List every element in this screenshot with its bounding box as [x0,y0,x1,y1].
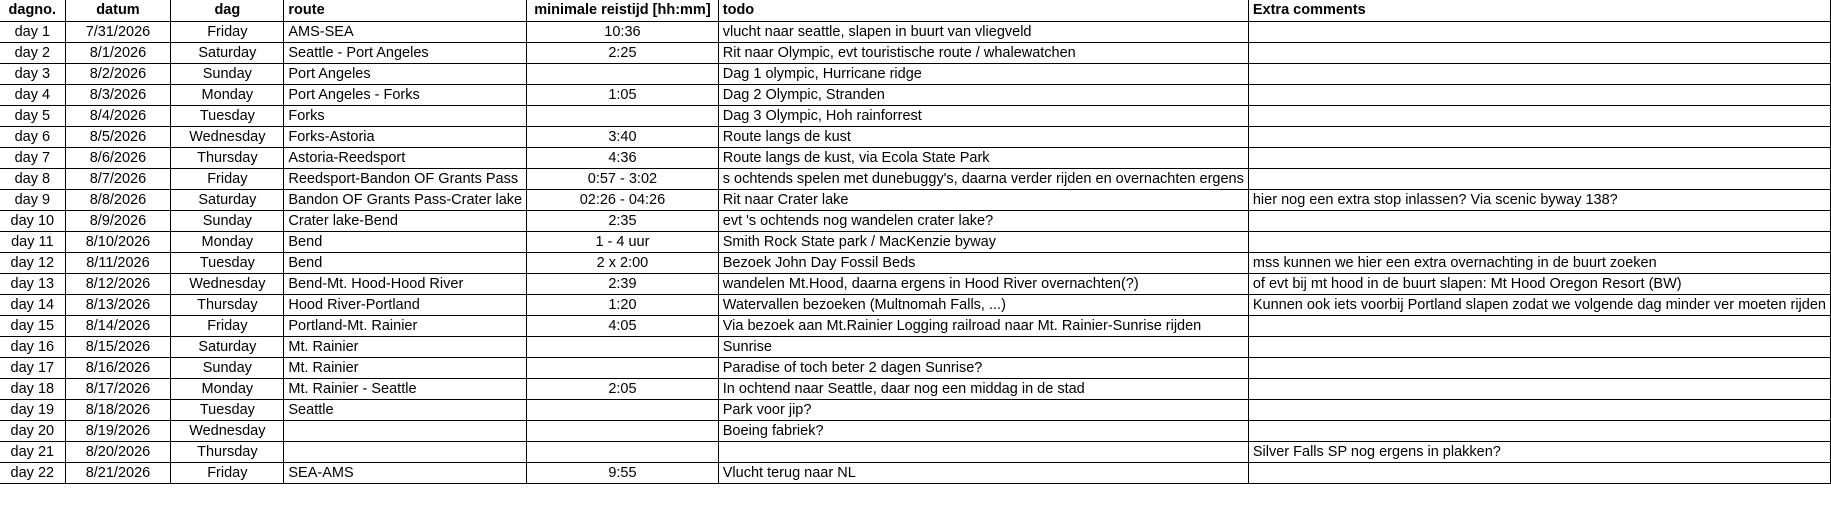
cell-dag[interactable]: Wednesday [171,273,284,294]
cell-todo[interactable]: Park voor jip? [718,399,1248,420]
table-row [0,63,1831,84]
cell-route[interactable]: Bend [284,231,527,252]
cell-comments[interactable]: Silver Falls SP nog ergens in plakken? [1248,441,1830,462]
cell-todo[interactable]: vlucht naar seattle, slapen in buurt van vliegveld [718,21,1248,42]
cell-dagno[interactable]: day 18 [0,378,65,399]
cell-datum[interactable]: 8/5/2026 [65,126,171,147]
cell-dagno[interactable]: day 1 [0,21,65,42]
cell-datum[interactable]: 8/1/2026 [65,42,171,63]
cell-comments[interactable] [1248,210,1830,231]
cell-reistijd[interactable]: 3:40 [527,126,719,147]
cell-route[interactable]: Astoria-Reedsport [284,147,527,168]
table-row [0,378,1831,399]
cell-comments[interactable]: hier nog een extra stop inlassen? Via scenic byway 138? [1248,189,1830,210]
cell-dagno[interactable]: day 14 [0,294,65,315]
cell-reistijd[interactable]: 9:55 [527,462,719,483]
cell-datum[interactable]: 8/6/2026 [65,147,171,168]
cell-todo[interactable]: Vlucht terug naar NL [718,462,1248,483]
table-row [0,462,1831,483]
table-row [0,126,1831,147]
cell-dag[interactable]: Wednesday [171,420,284,441]
cell-todo[interactable]: Via bezoek aan Mt.Rainier Logging railroad naar Mt. Rainier-Sunrise rijden [718,315,1248,336]
cell-comments[interactable] [1248,420,1830,441]
cell-dag[interactable]: Sunday [171,210,284,231]
cell-datum[interactable]: 8/20/2026 [65,441,171,462]
cell-comments[interactable] [1248,231,1830,252]
cell-dag[interactable]: Friday [171,21,284,42]
cell-route[interactable]: SEA-AMS [284,462,527,483]
cell-dag[interactable]: Friday [171,462,284,483]
cell-route[interactable]: AMS-SEA [284,21,527,42]
cell-reistijd[interactable]: 2:25 [527,42,719,63]
cell-comments[interactable]: Kunnen ook iets voorbij Portland slapen zodat we volgende dag minder ver moeten rijden [1248,294,1830,315]
cell-reistijd[interactable] [527,357,719,378]
cell-todo[interactable]: Rit naar Olympic, evt touristische route / whalewatchen [718,42,1248,63]
cell-datum[interactable]: 8/16/2026 [65,357,171,378]
cell-datum[interactable]: 8/17/2026 [65,378,171,399]
cell-todo[interactable]: Dag 1 olympic, Hurricane ridge [718,63,1248,84]
cell-datum[interactable]: 8/7/2026 [65,168,171,189]
cell-route[interactable]: Port Angeles [284,63,527,84]
cell-datum[interactable]: 8/8/2026 [65,189,171,210]
cell-todo[interactable]: Dag 2 Olympic, Stranden [718,84,1248,105]
table-row [0,147,1831,168]
cell-dagno[interactable]: day 5 [0,105,65,126]
cell-comments[interactable] [1248,63,1830,84]
cell-route[interactable]: Crater lake-Bend [284,210,527,231]
cell-dag[interactable]: Saturday [171,336,284,357]
header-todo[interactable]: todo [718,0,1248,21]
cell-comments[interactable]: mss kunnen we hier een extra overnachting in de buurt zoeken [1248,252,1830,273]
cell-comments[interactable] [1248,42,1830,63]
cell-route[interactable]: Mt. Rainier - Seattle [284,378,527,399]
cell-datum[interactable]: 8/10/2026 [65,231,171,252]
cell-datum[interactable]: 8/9/2026 [65,210,171,231]
cell-datum[interactable]: 8/3/2026 [65,84,171,105]
cell-dagno[interactable]: day 8 [0,168,65,189]
cell-route[interactable]: Portland-Mt. Rainier [284,315,527,336]
cell-dagno[interactable]: day 10 [0,210,65,231]
cell-dagno[interactable]: day 22 [0,462,65,483]
cell-dag[interactable]: Monday [171,231,284,252]
cell-dagno[interactable]: day 11 [0,231,65,252]
header-dagno[interactable]: dagno. [0,0,65,21]
cell-dagno[interactable]: day 17 [0,357,65,378]
cell-route[interactable]: Mt. Rainier [284,336,527,357]
header-route[interactable]: route [284,0,527,21]
cell-todo[interactable]: Bezoek John Day Fossil Beds [718,252,1248,273]
cell-dag[interactable]: Monday [171,84,284,105]
cell-todo[interactable]: Boeing fabriek? [718,420,1248,441]
cell-datum[interactable]: 7/31/2026 [65,21,171,42]
cell-dag[interactable]: Thursday [171,147,284,168]
cell-reistijd[interactable]: 1:05 [527,84,719,105]
cell-route[interactable]: Forks-Astoria [284,126,527,147]
table-row [0,189,1831,210]
cell-todo[interactable]: Smith Rock State park / MacKenzie byway [718,231,1248,252]
cell-dag[interactable]: Tuesday [171,105,284,126]
cell-dagno[interactable]: day 9 [0,189,65,210]
cell-dagno[interactable]: day 3 [0,63,65,84]
cell-datum[interactable]: 8/18/2026 [65,399,171,420]
cell-route[interactable]: Port Angeles - Forks [284,84,527,105]
cell-comments[interactable] [1248,168,1830,189]
cell-route[interactable] [284,420,527,441]
cell-comments[interactable] [1248,336,1830,357]
cell-dagno[interactable]: day 7 [0,147,65,168]
cell-reistijd[interactable] [527,420,719,441]
cell-route[interactable]: Hood River-Portland [284,294,527,315]
cell-todo[interactable]: Rit naar Crater lake [718,189,1248,210]
cell-comments[interactable] [1248,126,1830,147]
cell-dagno[interactable]: day 4 [0,84,65,105]
cell-reistijd[interactable] [527,399,719,420]
cell-todo[interactable]: Watervallen bezoeken (Multnomah Falls, ...) [718,294,1248,315]
cell-reistijd[interactable]: 2:05 [527,378,719,399]
table-row [0,21,1831,42]
cell-comments[interactable] [1248,147,1830,168]
cell-dag[interactable]: Tuesday [171,252,284,273]
cell-dagno[interactable]: day 16 [0,336,65,357]
header-comments[interactable]: Extra comments [1248,0,1830,21]
cell-reistijd[interactable]: 2:35 [527,210,719,231]
cell-todo[interactable]: In ochtend naar Seattle, daar nog een middag in de stad [718,378,1248,399]
cell-dag[interactable]: Sunday [171,357,284,378]
cell-todo[interactable]: s ochtends spelen met dunebuggy's, daarna verder rijden en overnachten ergens [718,168,1248,189]
cell-route[interactable]: Seattle - Port Angeles [284,42,527,63]
cell-reistijd[interactable] [527,441,719,462]
table-row [0,210,1831,231]
cell-datum[interactable]: 8/14/2026 [65,315,171,336]
cell-todo[interactable]: evt 's ochtends nog wandelen crater lake? [718,210,1248,231]
cell-dag[interactable]: Saturday [171,42,284,63]
cell-dag[interactable]: Wednesday [171,126,284,147]
cell-todo[interactable]: Sunrise [718,336,1248,357]
cell-dagno[interactable]: day 12 [0,252,65,273]
cell-comments[interactable] [1248,357,1830,378]
cell-dagno[interactable]: day 19 [0,399,65,420]
cell-datum[interactable]: 8/2/2026 [65,63,171,84]
table-row [0,399,1831,420]
cell-comments[interactable] [1248,378,1830,399]
table-row [0,336,1831,357]
cell-reistijd[interactable]: 2 x 2:00 [527,252,719,273]
cell-route[interactable]: Bandon OF Grants Pass-Crater lake [284,189,527,210]
header-dag[interactable]: dag [171,0,284,21]
cell-datum[interactable]: 8/21/2026 [65,462,171,483]
table-row [0,105,1831,126]
cell-todo[interactable]: Route langs de kust [718,126,1248,147]
table-row [0,42,1831,63]
cell-todo[interactable] [718,441,1248,462]
cell-todo[interactable]: Route langs de kust, via Ecola State Park [718,147,1248,168]
table-row [0,420,1831,441]
cell-datum[interactable]: 8/4/2026 [65,105,171,126]
table-row [0,168,1831,189]
cell-reistijd[interactable]: 02:26 - 04:26 [527,189,719,210]
cell-todo[interactable]: wandelen Mt.Hood, daarna ergens in Hood River overnachten(?) [718,273,1248,294]
cell-route[interactable] [284,441,527,462]
table-row [0,294,1831,315]
cell-datum[interactable]: 8/13/2026 [65,294,171,315]
cell-reistijd[interactable]: 10:36 [527,21,719,42]
cell-dag[interactable]: Sunday [171,63,284,84]
cell-datum[interactable]: 8/11/2026 [65,252,171,273]
cell-reistijd[interactable] [527,105,719,126]
cell-reistijd[interactable]: 2:39 [527,273,719,294]
cell-reistijd[interactable]: 4:05 [527,315,719,336]
cell-comments[interactable]: of evt bij mt hood in de buurt slapen: Mt Hood Oregon Resort (BW) [1248,273,1830,294]
cell-todo[interactable]: Paradise of toch beter 2 dagen Sunrise? [718,357,1248,378]
cell-dagno[interactable]: day 21 [0,441,65,462]
header-datum[interactable]: datum [65,0,171,21]
table-row [0,315,1831,336]
cell-route[interactable]: Reedsport-Bandon OF Grants Pass [284,168,527,189]
cell-reistijd[interactable]: 0:57 - 3:02 [527,168,719,189]
cell-comments[interactable] [1248,105,1830,126]
cell-comments[interactable] [1248,21,1830,42]
cell-dagno[interactable]: day 15 [0,315,65,336]
table-row [0,273,1831,294]
cell-dag[interactable]: Friday [171,168,284,189]
table-row [0,252,1831,273]
cell-dag[interactable]: Thursday [171,294,284,315]
cell-dag[interactable]: Monday [171,378,284,399]
cell-dag[interactable]: Saturday [171,189,284,210]
cell-route[interactable]: Bend [284,252,527,273]
cell-comments[interactable] [1248,84,1830,105]
cell-reistijd[interactable] [527,63,719,84]
cell-reistijd[interactable]: 4:36 [527,147,719,168]
cell-dag[interactable]: Friday [171,315,284,336]
cell-reistijd[interactable]: 1:20 [527,294,719,315]
cell-reistijd[interactable]: 1 - 4 uur [527,231,719,252]
header-reistijd[interactable]: minimale reistijd [hh:mm] [527,0,719,21]
cell-datum[interactable]: 8/12/2026 [65,273,171,294]
cell-dag[interactable]: Tuesday [171,399,284,420]
cell-dagno[interactable]: day 2 [0,42,65,63]
cell-route[interactable]: Mt. Rainier [284,357,527,378]
cell-comments[interactable] [1248,315,1830,336]
table-row [0,357,1831,378]
cell-datum[interactable]: 8/19/2026 [65,420,171,441]
cell-route[interactable]: Bend-Mt. Hood-Hood River [284,273,527,294]
table-row [0,441,1831,462]
cell-comments[interactable] [1248,399,1830,420]
cell-todo[interactable]: Dag 3 Olympic, Hoh rainforrest [718,105,1248,126]
cell-dagno[interactable]: day 20 [0,420,65,441]
cell-comments[interactable] [1248,462,1830,483]
header-row [0,0,1831,21]
cell-datum[interactable]: 8/15/2026 [65,336,171,357]
cell-dagno[interactable]: day 6 [0,126,65,147]
table-row [0,231,1831,252]
table-row [0,84,1831,105]
cell-dagno[interactable]: day 13 [0,273,65,294]
cell-route[interactable]: Seattle [284,399,527,420]
cell-route[interactable]: Forks [284,105,527,126]
cell-dag[interactable]: Thursday [171,441,284,462]
cell-reistijd[interactable] [527,336,719,357]
